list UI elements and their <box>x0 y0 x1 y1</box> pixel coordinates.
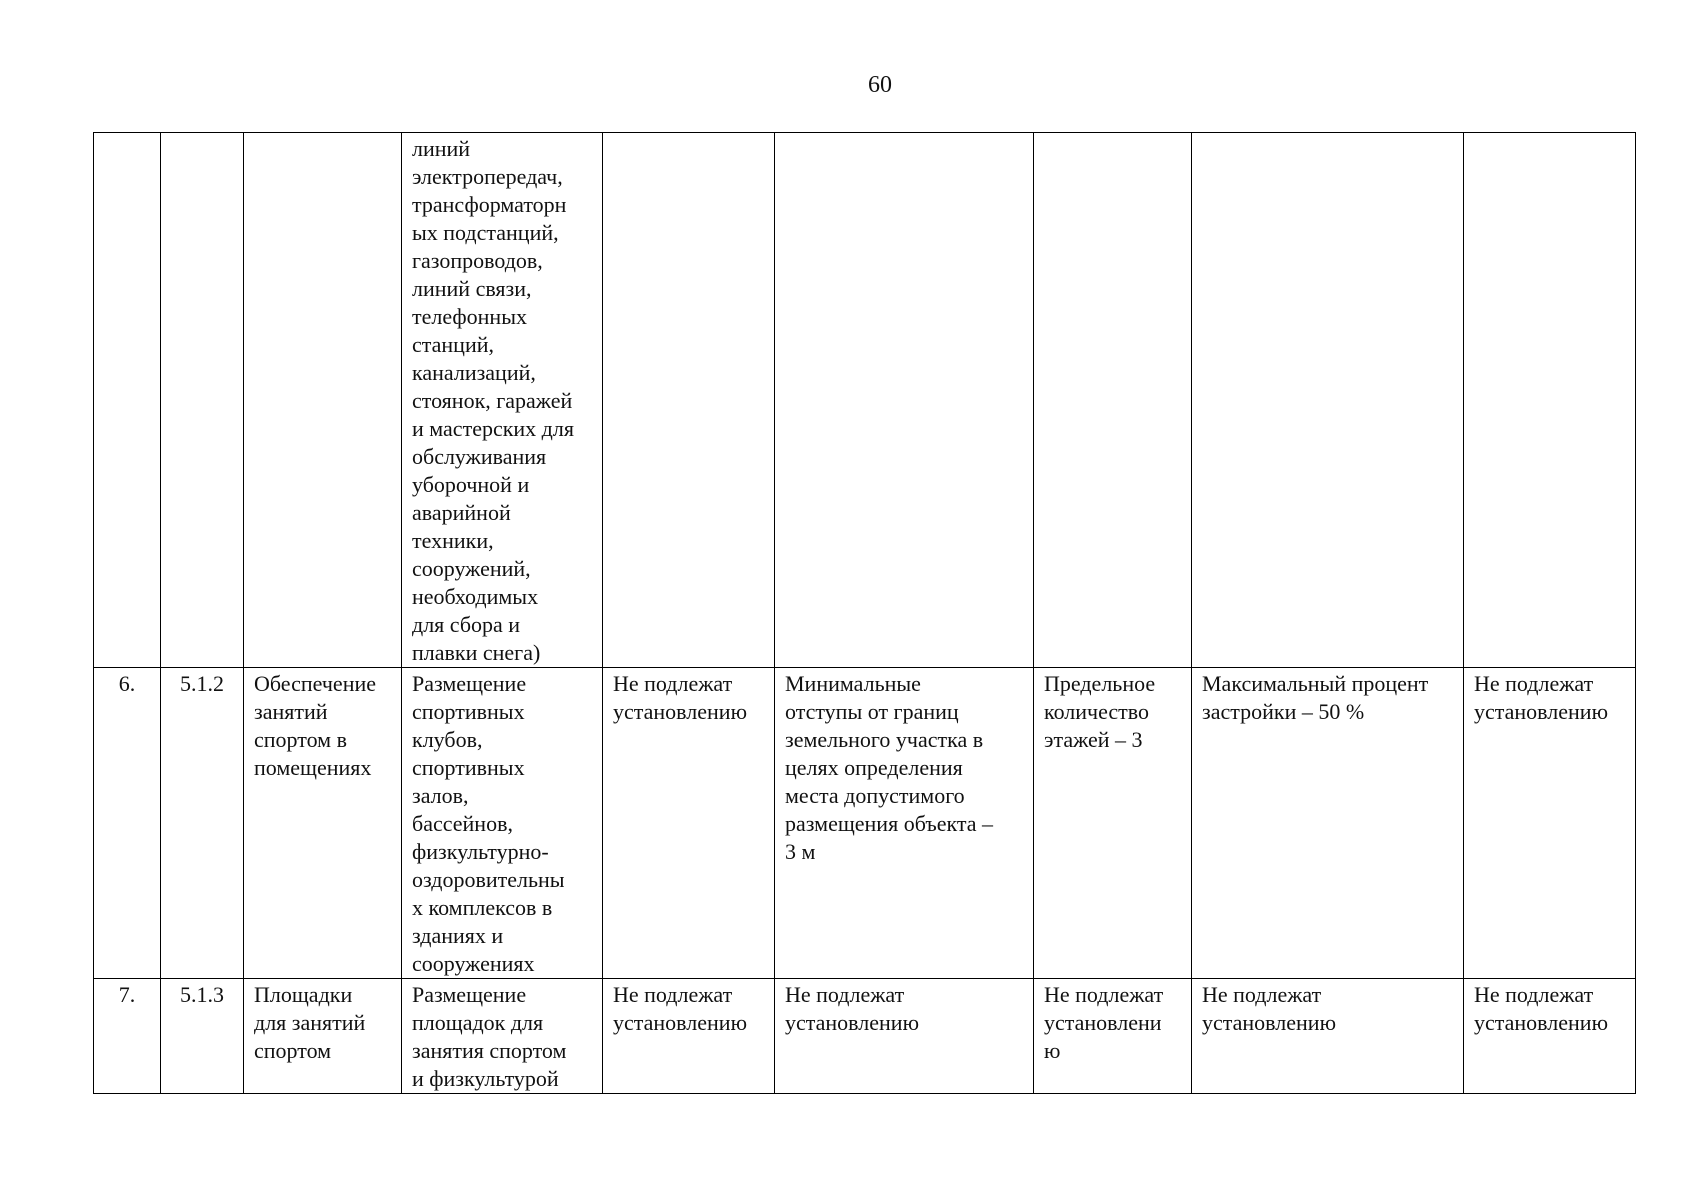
cell-col5 <box>603 133 775 668</box>
description-cell: линий электропередач, трансформаторн ых подстанций, газопроводов, линий связи, телефонных станций, канализаций, стоянок, гаражей и мастерских для обслуживания уборочной и аварийной техники, сооружений, необходимых для сбора и плавки снега) <box>402 133 603 668</box>
cell-col5: Не подлежат установлению <box>603 668 775 979</box>
cell-col8: Максимальный процент застройки – 50 % <box>1192 668 1464 979</box>
description-cell: Размещение спортивных клубов, спортивных залов, бассейнов, физкультурно- оздоровительны х комплексов в зданиях и сооружениях <box>402 668 603 979</box>
cell-col8 <box>1192 133 1464 668</box>
table-row <box>94 133 1636 668</box>
cell-col7: Предельное количество этажей – 3 <box>1034 668 1192 979</box>
cell-col6: Не подлежат установлению <box>775 979 1034 1094</box>
code-cell <box>161 133 244 668</box>
use-name-cell: Площадки для занятий спортом <box>244 979 402 1094</box>
use-name-cell: Обеспечение занятий спортом в помещениях <box>244 668 402 979</box>
zoning-table <box>93 132 1636 1094</box>
cell-col7 <box>1034 133 1192 668</box>
table-row <box>94 979 1636 1094</box>
use-name-cell <box>244 133 402 668</box>
code-cell: 5.1.2 <box>161 668 244 979</box>
description-cell: Размещение площадок для занятия спортом и физкультурой <box>402 979 603 1094</box>
cell-col5: Не подлежат установлению <box>603 979 775 1094</box>
row-number-cell: 6. <box>94 668 161 979</box>
code-cell: 5.1.3 <box>161 979 244 1094</box>
row-number-cell <box>94 133 161 668</box>
cell-col8: Не подлежат установлению <box>1192 979 1464 1094</box>
cell-col6 <box>775 133 1034 668</box>
cell-col9: Не подлежат установлению <box>1464 979 1636 1094</box>
cell-col7: Не подлежат установлени ю <box>1034 979 1192 1094</box>
page-number: 60 <box>868 72 892 98</box>
cell-col6: Минимальные отступы от границ земельного участка в целях определения места допустимого размещения объекта – 3 м <box>775 668 1034 979</box>
cell-col9 <box>1464 133 1636 668</box>
row-number-cell: 7. <box>94 979 161 1094</box>
table-row <box>94 668 1636 979</box>
cell-col9: Не подлежат установлению <box>1464 668 1636 979</box>
